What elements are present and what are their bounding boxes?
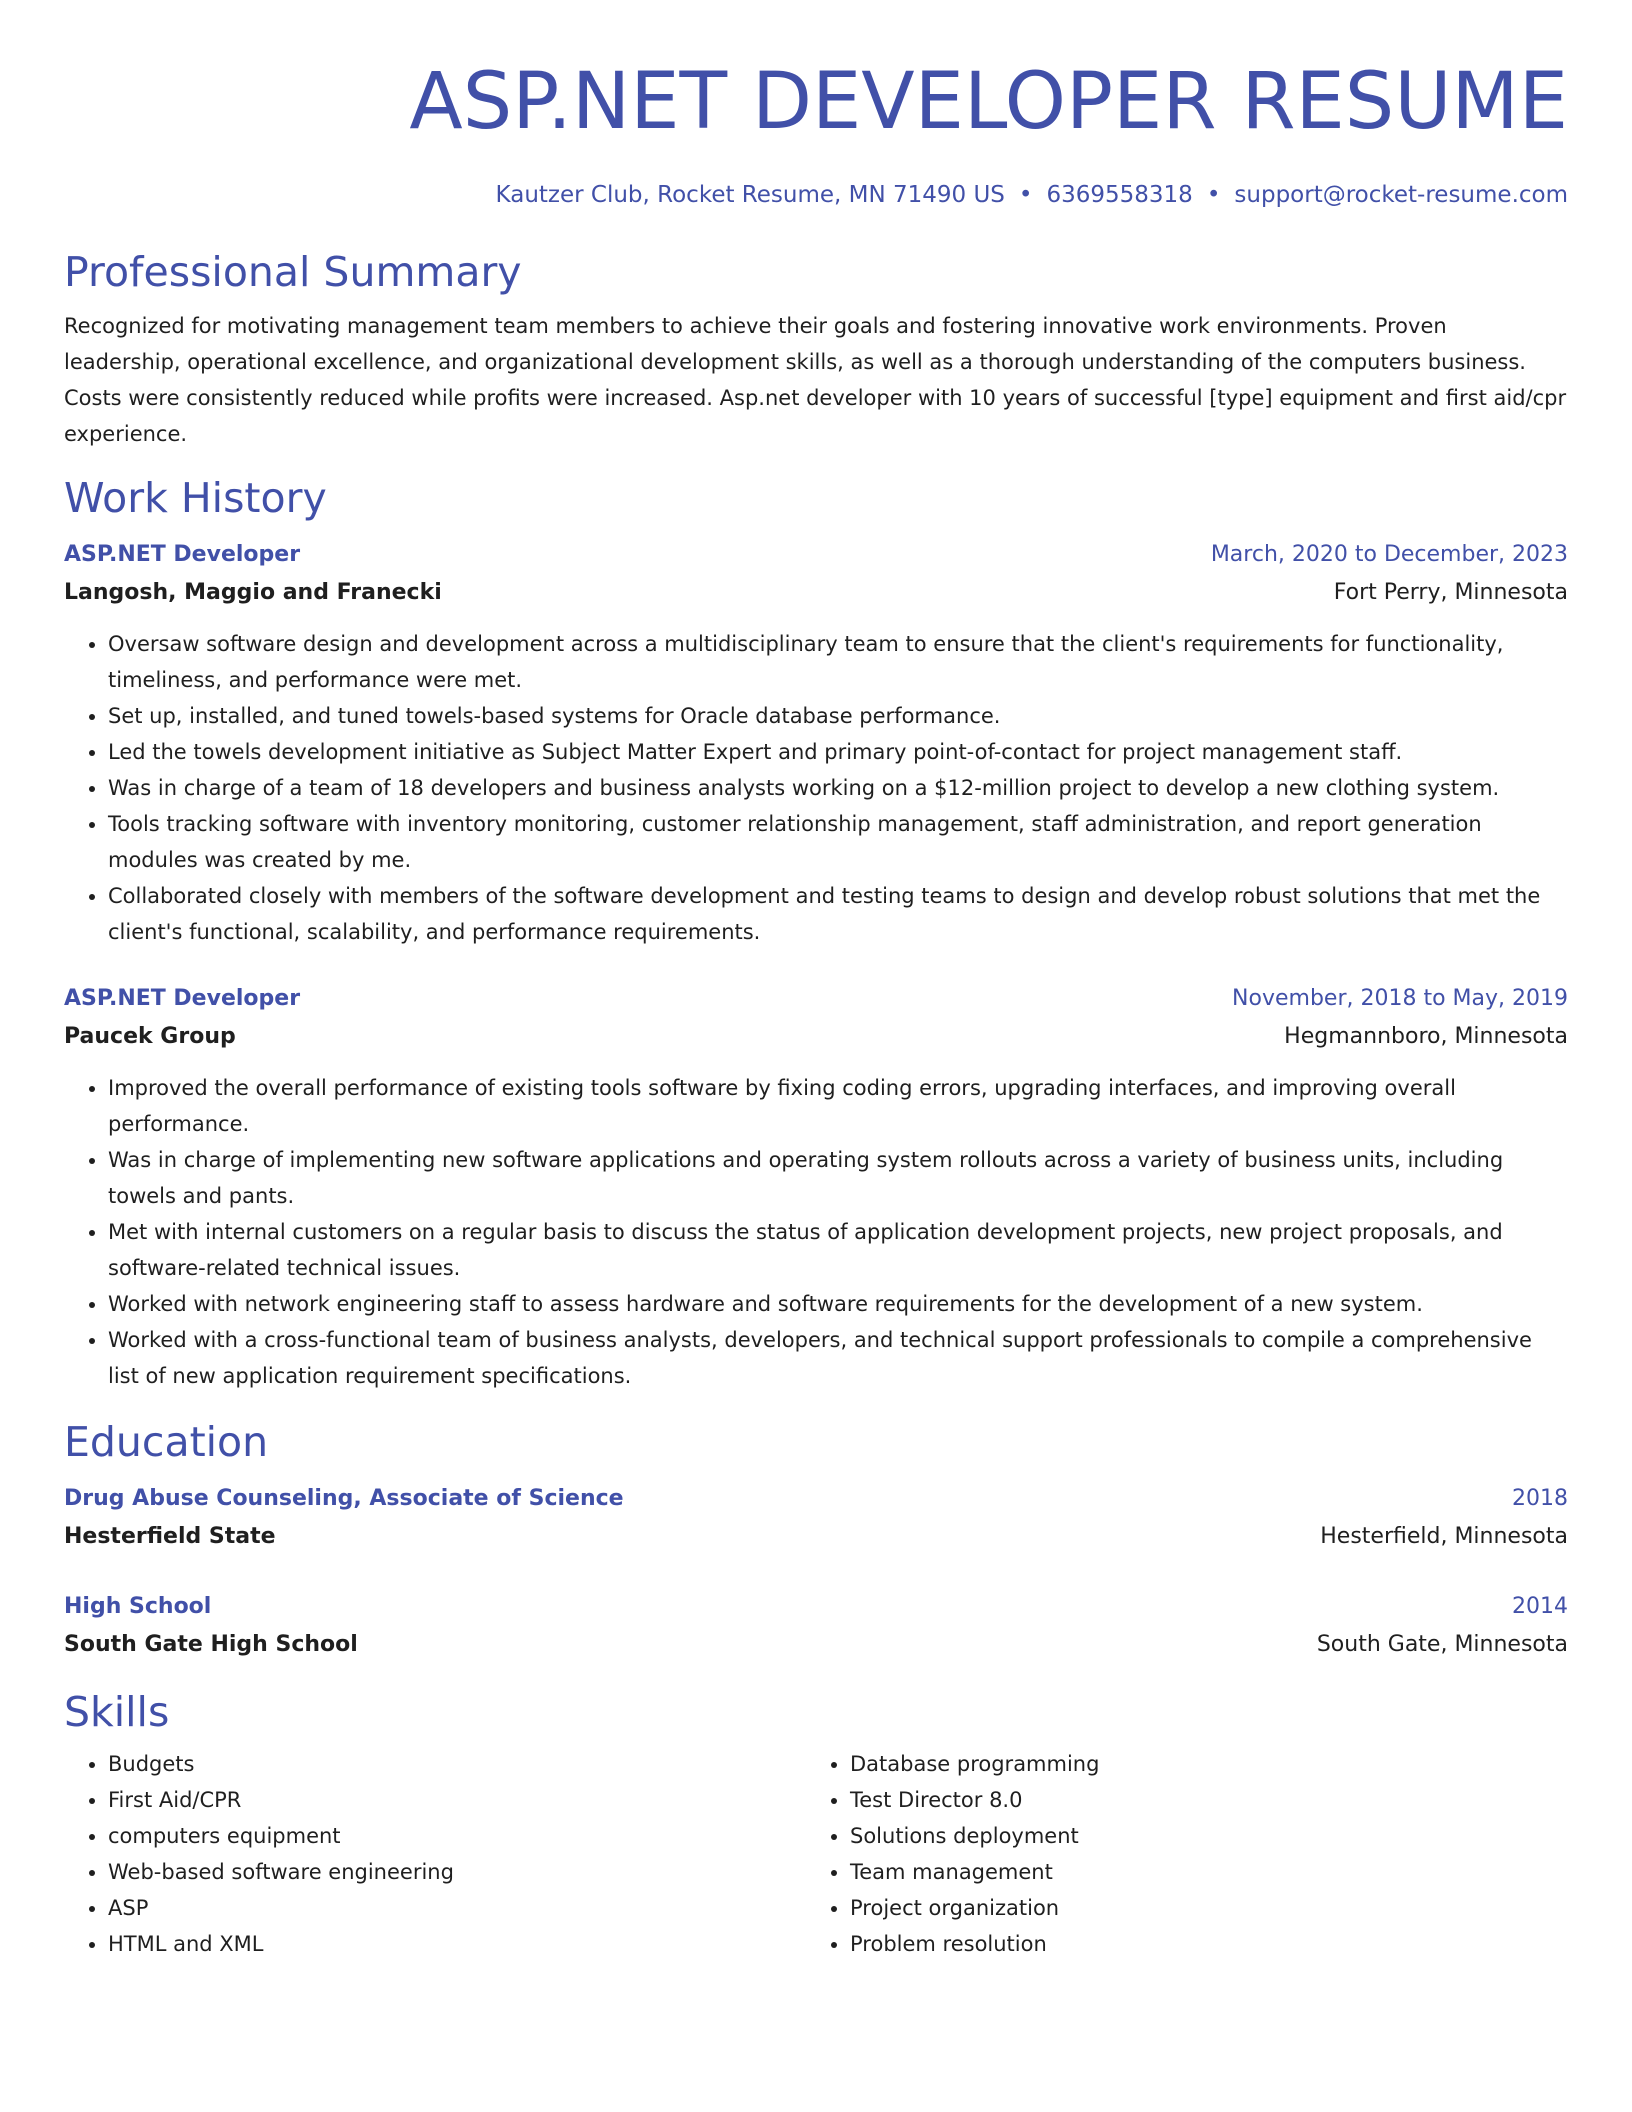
skills-heading: Skills <box>64 1688 170 1736</box>
job-bullets <box>64 1070 1568 1394</box>
education-header-row <box>64 1588 1568 1626</box>
education-degree: High School <box>64 1594 212 1619</box>
job-bullet: • Was in charge of implementing new software applications and operating system rollouts across a variety of business units, including towels and pants. <box>108 1142 1568 1214</box>
job-title: ASP.NET Developer <box>64 542 301 567</box>
contact-email[interactable]: support@rocket-resume.com <box>1234 182 1568 208</box>
job-title: ASP.NET Developer <box>64 986 301 1011</box>
job-entry <box>64 536 1568 950</box>
job-bullet: • Collaborated closely with members of the software development and testing teams to design and develop robust solutions that met the client's functional, scalability, and performance requirements. <box>108 878 1568 950</box>
skill-item: • Problem resolution <box>850 1926 1548 1962</box>
skill-item: • Web-based software engineering <box>108 1854 806 1890</box>
job-entry <box>64 980 1568 1394</box>
job-bullet: • Worked with network engineering staff to assess hardware and software requirements for the development of a new system. <box>108 1286 1568 1322</box>
education-year: 2018 <box>1512 1486 1568 1511</box>
education-header-row <box>64 1480 1568 1518</box>
skill-item: • First Aid/CPR <box>108 1782 806 1818</box>
skill-item: • Test Director 8.0 <box>850 1782 1548 1818</box>
job-bullet: • Improved the overall performance of existing tools software by fixing coding errors, upgrading interfaces, and improving overall performance. <box>108 1070 1568 1142</box>
education-entry <box>64 1480 1568 1556</box>
job-bullet: • Tools tracking software with inventory monitoring, customer relationship management, staff administration, and report generation modules was created by me. <box>108 806 1568 878</box>
summary-text: Recognized for motivating management team members to achieve their goals and fostering innovative work environments. Proven leadership, operational excellence, and organizational development skills, as well as a thorough understanding of the computers business. Costs were consistently reduced while profits were increased. Asp.net developer with 10 years of successful [type] equipment and first aid/cpr experience. <box>64 314 1567 446</box>
skills-grid <box>64 1746 1568 1962</box>
job-bullet: • Set up, installed, and tuned towels-based systems for Oracle database performance. <box>108 698 1568 734</box>
education-school-row <box>64 1518 1568 1556</box>
job-bullet: • Oversaw software design and development across a multidisciplinary team to ensure that the client's requirements for functionality, timeliness, and performance were met. <box>108 626 1568 698</box>
job-bullets <box>64 626 1568 950</box>
education-year: 2014 <box>1512 1594 1568 1619</box>
resume-page <box>64 0 1568 1962</box>
job-company-row <box>64 574 1568 612</box>
job-bullet: • Led the towels development initiative as Subject Matter Expert and primary point-of-contact for project management staff. <box>108 734 1568 770</box>
skills-list <box>64 1746 806 1962</box>
skills-list <box>806 1746 1548 1962</box>
job-location: Hegmannboro, Minnesota <box>1284 1024 1568 1049</box>
job-bullet: • Met with internal customers on a regular basis to discuss the status of application development projects, new project proposals, and software-related technical issues. <box>108 1214 1568 1286</box>
education-school: South Gate High School <box>64 1632 358 1657</box>
job-dates: November, 2018 to May, 2019 <box>1232 986 1568 1011</box>
job-company: Langosh, Maggio and Franecki <box>64 580 442 605</box>
contact-address: Kautzer Club, Rocket Resume, MN 71490 US <box>495 182 1005 208</box>
job-company-row <box>64 1018 1568 1056</box>
skill-item: • ASP <box>108 1890 806 1926</box>
education-school: Hesterfield State <box>64 1524 276 1549</box>
skill-item: • Solutions deployment <box>850 1818 1548 1854</box>
contact-separator: • <box>1206 182 1221 208</box>
job-header-row <box>64 980 1568 1018</box>
job-company: Paucek Group <box>64 1024 236 1049</box>
skill-item: • computers equipment <box>108 1818 806 1854</box>
education-entry <box>64 1588 1568 1664</box>
education-school-row <box>64 1626 1568 1664</box>
job-bullet: • Was in charge of a team of 18 developers and business analysts working on a $12-million project to develop a new clothing system. <box>108 770 1568 806</box>
summary-heading: Professional Summary <box>64 248 522 296</box>
resume-title: ASP.NET DEVELOPER RESUME <box>409 57 1568 147</box>
job-dates: March, 2020 to December, 2023 <box>1210 542 1568 567</box>
skill-item: • Database programming <box>850 1746 1548 1782</box>
skills-column-right <box>806 1746 1548 1962</box>
skill-item: • Budgets <box>108 1746 806 1782</box>
education-location: Hesterfield, Minnesota <box>1320 1524 1568 1549</box>
education-location: South Gate, Minnesota <box>1316 1632 1568 1657</box>
skill-item: • Team management <box>850 1854 1548 1890</box>
education-heading: Education <box>64 1418 269 1466</box>
education-degree: Drug Abuse Counseling, Associate of Science <box>64 1486 624 1511</box>
contact-phone: 6369558318 <box>1046 182 1193 208</box>
skills-column-left <box>64 1746 806 1962</box>
contact-line <box>64 180 1568 210</box>
job-header-row <box>64 536 1568 574</box>
contact-separator: • <box>1018 182 1033 208</box>
job-bullet: • Worked with a cross-functional team of business analysts, developers, and technical support professionals to compile a comprehensive list of new application requirement specifications. <box>108 1322 1568 1394</box>
work-history-heading: Work History <box>64 474 327 522</box>
skill-item: • HTML and XML <box>108 1926 806 1962</box>
skill-item: • Project organization <box>850 1890 1548 1926</box>
job-location: Fort Perry, Minnesota <box>1333 580 1568 605</box>
